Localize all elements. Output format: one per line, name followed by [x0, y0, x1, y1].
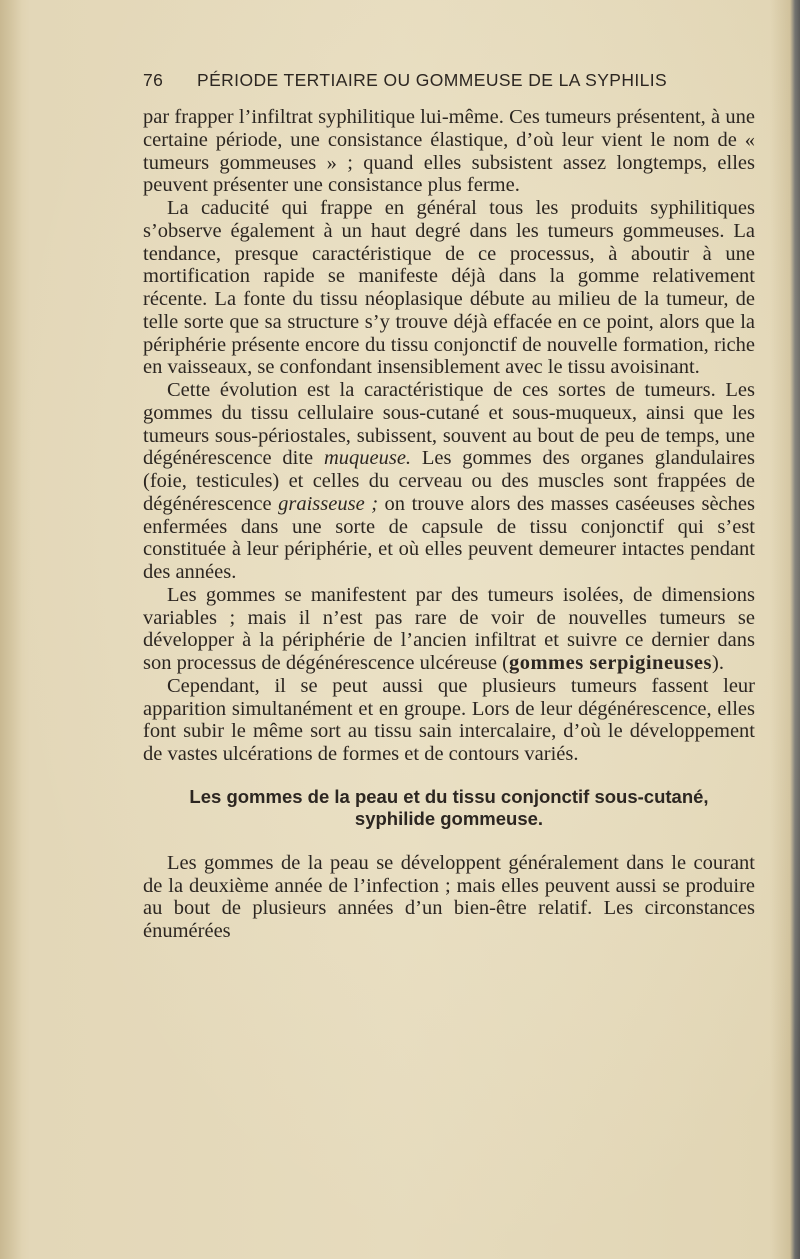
page-gutter-shadow	[0, 0, 22, 1259]
running-title: PÉRIODE TERTIAIRE OU GOMMEUSE DE LA SYPHILIS	[197, 70, 668, 90]
paragraph-4	[143, 584, 755, 675]
paragraph-4-part-b: ).	[712, 652, 724, 674]
running-header	[143, 70, 755, 94]
paragraph-2: La caducité qui frappe en général tous les produits syphilitiques s’observe également à un haut degré dans les tumeurs gommeuses. La tendance, presque caractéristique de ce processus, à aboutir à une mortification rapide se manifeste déjà dans la gomme relativement récente. La fonte du tissu néoplasique débute au milieu de la tumeur, de telle sorte que sa structure s’y trouve déjà effacée en ce point, alors que la périphérie présente encore du tissu conjonctif de nouvelle formation, riche en vaisseaux, se confondant insensiblement avec le tissu avoisinant.	[143, 197, 755, 379]
term-muqueuse: muqueuse.	[323, 447, 412, 470]
term-graisseuse: graisseuse ;	[278, 492, 379, 515]
paragraph-3-part-b: Les gommes des organes glandulaires (foie, testicules) et celles du cerveau ou des muscles sont frappées de dégénérescence	[143, 447, 755, 515]
paragraph-1: par frapper l’infiltrat syphilitique lui-même. Ces tumeurs présentent, à une certaine période, une consistance élastique, d’où leur vient le nom de « tumeurs gommeuses » ; quand elles subsistent assez longtemps, elles peuvent présenter une consistance plus ferme.	[143, 106, 755, 197]
paragraph-5: Cependant, il se peut aussi que plusieurs tumeurs fassent leur apparition simultanément et en groupe. Lors de leur dégénérescence, elles font subir le même sort au tissu sain intercalaire, d’où le développement de vastes ulcérations de formes et de contours variés.	[143, 674, 755, 765]
paragraph-3-part-a: Cette évolution est la caractéristique de ces sortes de tumeurs. Les gommes du tissu cellulaire sous-cutané et sous-muqueux, ainsi que les tumeurs sous-périostales, subissent, souvent au bout de peu de temps, une dégénérescence dite	[143, 379, 755, 470]
term-gommes-serpigineuses: gommes serpigineuses	[508, 652, 713, 674]
paragraph-3-part-c: on trouve alors des masses caséeuses sèches enfermées dans une sorte de capsule de tissu conjonctif qui s’est constituée à leur périphérie, et où elles peuvent demeurer intactes pendant des années.	[143, 492, 755, 583]
paragraph-4-part-a: Les gommes se manifestent par des tumeurs isolées, de dimensions variables ; mais il n’est pas rare de voir de nouvelles tumeurs se développer à la périphérie de l’ancien infiltrat et suivre ce dernier dans son processus de dégénérescence ulcéreuse (	[143, 583, 755, 674]
main-text	[143, 106, 755, 943]
paragraph-3	[143, 379, 755, 584]
page-number: 76	[143, 70, 164, 90]
paragraph-6: Les gommes de la peau se développent généralement dans le courant de la deuxième année de l’infection ; mais elles peuvent aussi se produire au bout de plusieurs années d’un bien-être relatif. Les circonstances énumérées	[143, 851, 755, 942]
section-heading: Les gommes de la peau et du tissu conjonctif sous-cutané, syphilide gommeuse.	[189, 785, 709, 829]
